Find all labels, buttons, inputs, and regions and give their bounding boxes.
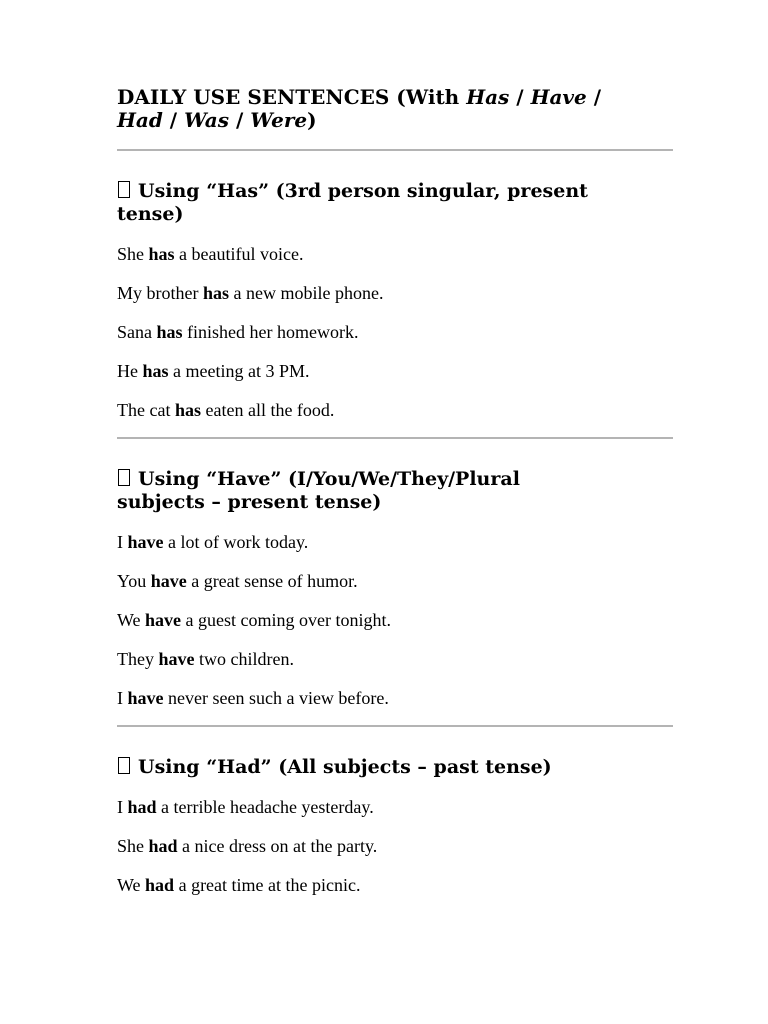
- heading-text: subjects – present tense): [117, 491, 382, 513]
- sentence-text: a great time at the picnic.: [174, 875, 361, 895]
- sentence-text: two children.: [194, 649, 294, 669]
- sentence: [117, 243, 673, 265]
- sentence-text: I: [117, 532, 128, 552]
- title-were: Were: [250, 108, 308, 132]
- sentence-text: a nice dress on at the party.: [177, 836, 378, 856]
- sentence: [117, 570, 673, 592]
- sentence-text: You: [117, 571, 151, 591]
- sentence-list-had: [117, 796, 673, 896]
- sentence-text: finished her homework.: [182, 322, 359, 342]
- section-heading-has: [117, 180, 673, 226]
- sentence-text: never seen such a view before.: [163, 688, 389, 708]
- divider: [117, 725, 673, 727]
- sentence-text: a new mobile phone.: [229, 283, 384, 303]
- verb-highlight: have: [158, 649, 195, 669]
- divider: [117, 437, 673, 439]
- sentence: [117, 399, 673, 421]
- verb-highlight: has: [148, 244, 175, 264]
- divider: [117, 149, 673, 151]
- sentence-text: He: [117, 361, 143, 381]
- sentence: [117, 321, 673, 343]
- sentence: [117, 609, 673, 631]
- verb-highlight: has: [156, 322, 183, 342]
- document-title: [117, 86, 673, 132]
- document-page: [117, 86, 673, 896]
- title-has: Has: [466, 85, 510, 109]
- heading-text: Using “Have” (I/You/We/They/Plural: [138, 468, 520, 490]
- sentence-text: My brother: [117, 283, 203, 303]
- sentence-text: We: [117, 875, 146, 895]
- sentence: [117, 648, 673, 670]
- sentence-text: a terrible headache yesterday.: [156, 797, 374, 817]
- verb-highlight: have: [127, 688, 164, 708]
- title-suffix: ): [307, 108, 317, 132]
- sentence: [117, 835, 673, 857]
- sentence: [117, 360, 673, 382]
- verb-highlight: has: [174, 400, 201, 420]
- sentence-text: We: [117, 610, 146, 630]
- verb-highlight: has: [202, 283, 229, 303]
- sentence: [117, 531, 673, 553]
- sentence-text: I: [117, 797, 128, 817]
- verb-highlight: have: [145, 610, 182, 630]
- title-prefix: DAILY USE SENTENCES (With: [117, 85, 467, 109]
- verb-highlight: had: [148, 836, 178, 856]
- verb-highlight: had: [127, 797, 157, 817]
- missing-glyph-icon: [118, 181, 130, 198]
- title-sep: /: [509, 85, 531, 109]
- title-was: Was: [184, 108, 230, 132]
- sentence-list-has: [117, 243, 673, 421]
- title-sep: /: [162, 108, 185, 132]
- verb-highlight: has: [142, 361, 169, 381]
- title-sep: /: [229, 108, 251, 132]
- sentence-text: The cat: [117, 400, 175, 420]
- heading-text: Using “Had” (All subjects – past tense): [138, 756, 552, 778]
- sentence-text: a guest coming over tonight.: [181, 610, 392, 630]
- sentence: [117, 796, 673, 818]
- missing-glyph-icon: [118, 469, 130, 486]
- missing-glyph-icon: [118, 757, 130, 774]
- sentence-text: She: [117, 836, 149, 856]
- sentence-list-have: [117, 531, 673, 709]
- title-sep: /: [586, 85, 602, 109]
- sentence-text: a meeting at 3 PM.: [168, 361, 310, 381]
- sentence-text: She: [117, 244, 149, 264]
- sentence-text: a great sense of humor.: [186, 571, 358, 591]
- sentence: [117, 282, 673, 304]
- heading-text: tense): [117, 203, 184, 225]
- title-had: Had: [117, 108, 163, 132]
- verb-highlight: have: [150, 571, 187, 591]
- sentence-text: a lot of work today.: [163, 532, 309, 552]
- verb-highlight: have: [127, 532, 164, 552]
- section-heading-had: [117, 756, 673, 779]
- sentence: [117, 874, 673, 896]
- heading-text: Using “Has” (3rd person singular, present: [138, 180, 588, 202]
- sentence-text: I: [117, 688, 128, 708]
- section-heading-have: [117, 468, 673, 514]
- sentence-text: They: [117, 649, 159, 669]
- verb-highlight: had: [145, 875, 175, 895]
- sentence: [117, 687, 673, 709]
- sentence-text: a beautiful voice.: [174, 244, 304, 264]
- sentence-text: eaten all the food.: [200, 400, 335, 420]
- title-have: Have: [530, 85, 587, 109]
- sentence-text: Sana: [117, 322, 157, 342]
